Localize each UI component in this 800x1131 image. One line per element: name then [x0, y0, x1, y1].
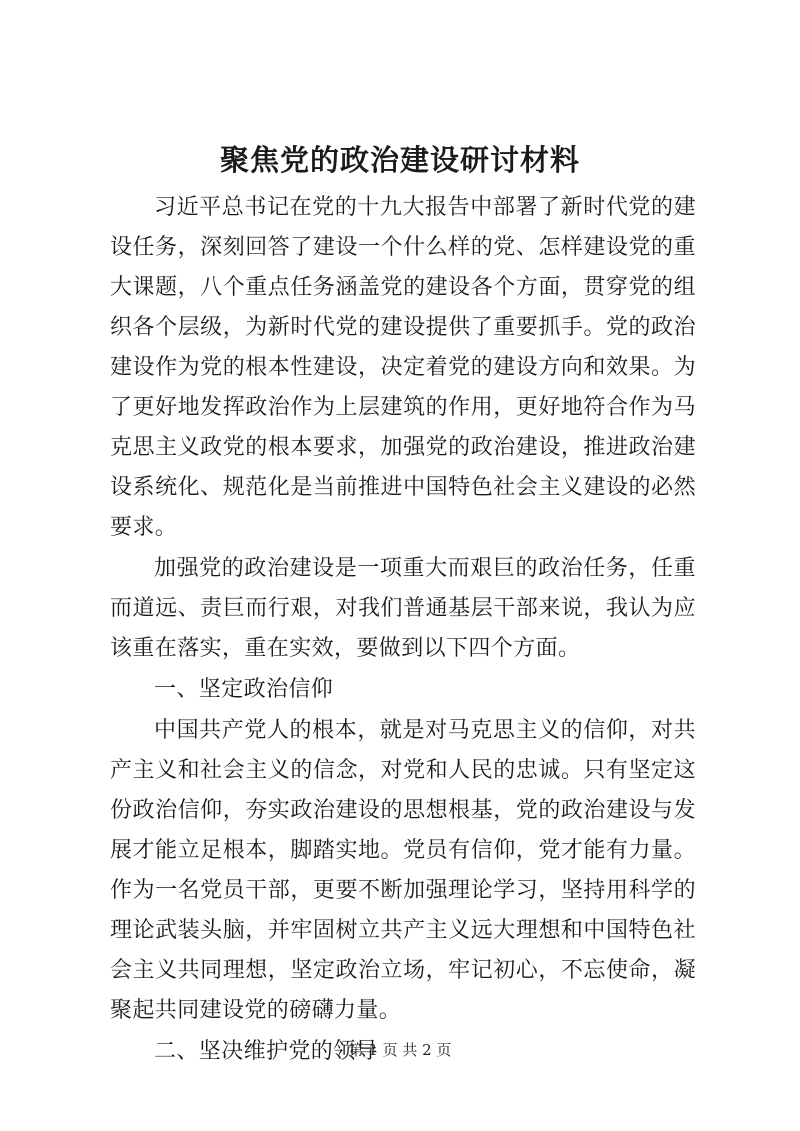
paragraph-faith: 中国共产党人的根本，就是对马克思主义的信仰，对共产主义和社会主义的信念，对党和人民的忠诚。只有坚定这份政治信仰，夯实政治建设的思想根基，党的政治建设与发展才能立足根本，脚踏实地。党员有信仰，党才能有力量。作为一名党员干部，更要不断加强理论学习，坚持用科学的理论武装头脑，并牢固树立共产主义远大理想和中国特色社会主义共同理想，坚定政治立场，牢记初心，不忘使命，凝聚起共同建设党的磅礴力量。	[110, 718, 696, 1023]
document-body	[110, 188, 696, 1072]
paragraph-task: 加强党的政治建设是一项重大而艰巨的政治任务，任重而道远、责巨而行艰，对我们普通基层干部来说，我认为应该重在落实，重在实效，要做到以下四个方面。	[110, 556, 696, 661]
section-heading-1: 一、坚定政治信仰	[154, 677, 334, 702]
section-heading-2: 二、坚决维护党的领导	[154, 1039, 379, 1064]
paragraph-intro: 习近平总书记在党的十九大报告中部署了新时代党的建设任务，深刻回答了建设一个什么样的党、怎样建设党的重大课题，八个重点任务涵盖党的建设各个方面，贯穿党的组织各个层级，为新时代党的建设提供了重要抓手。党的政治建设作为党的根本性建设，决定着党的建设方向和效果。为了更好地发挥政治作为上层建筑的作用，更好地符合作为马克思主义政党的根本要求，加强党的政治建设，推进政治建设系统化、规范化是当前推进中国特色社会主义建设的必然要求。	[110, 195, 696, 540]
document-title: 聚焦党的政治建设研讨材料	[219, 143, 580, 177]
page-footer: 第 1 页 共 2 页	[348, 1041, 452, 1059]
